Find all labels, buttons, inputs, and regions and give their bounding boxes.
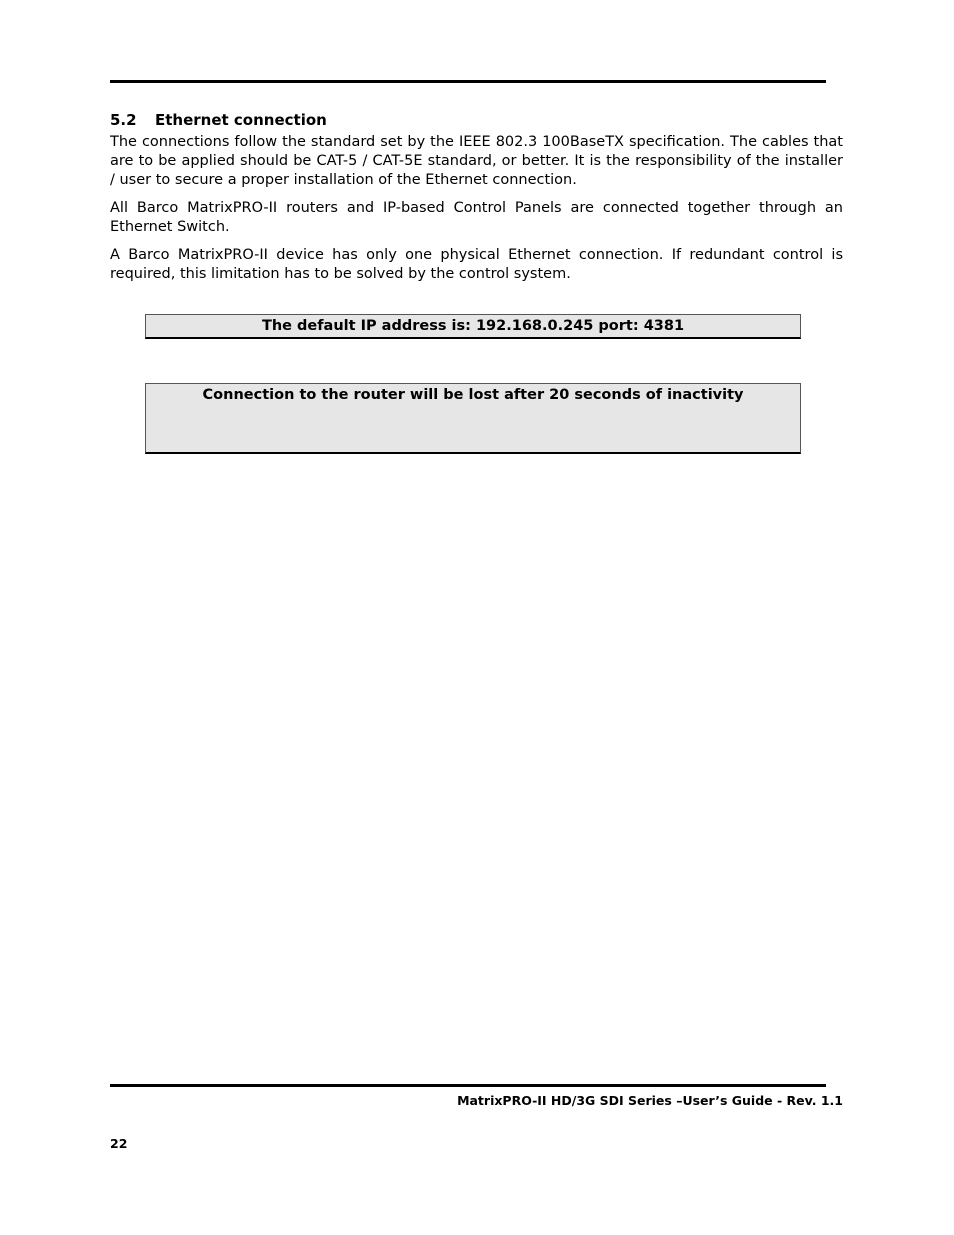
paragraph-ethernet-switch: All Barco MatrixPRO-II routers and IP-based Control Panels are connected together through an Ethernet Switch. xyxy=(110,200,843,235)
default-ip-note: The default IP address is: 192.168.0.245 port: 4381 xyxy=(145,314,801,339)
page-number: 22 xyxy=(110,1136,128,1151)
paragraph-cable-standard: The connections follow the standard set by the IEEE 802.3 100BaseTX specification. The cables that are to be applied should be CAT-5 / CAT-5E standard, or better. It is the responsibility of the installer / user to secure a proper installation of the Ethernet connection. xyxy=(110,134,843,188)
footer-document-title: MatrixPRO-II HD/3G SDI Series –User’s Guide - Rev. 1.1 xyxy=(457,1093,843,1108)
header-rule xyxy=(110,80,826,83)
paragraph-redundancy: A Barco MatrixPRO-II device has only one physical Ethernet connection. If redundant control is required, this limitation has to be solved by the control system. xyxy=(110,247,843,282)
ethernet-connection-section xyxy=(110,110,843,293)
footer-rule xyxy=(110,1084,826,1087)
section-number: 5.2 xyxy=(110,111,137,129)
section-heading xyxy=(110,110,843,130)
section-title: Ethernet connection xyxy=(155,111,327,129)
inactivity-timeout-note: Connection to the router will be lost after 20 seconds of inactivity xyxy=(145,383,801,454)
